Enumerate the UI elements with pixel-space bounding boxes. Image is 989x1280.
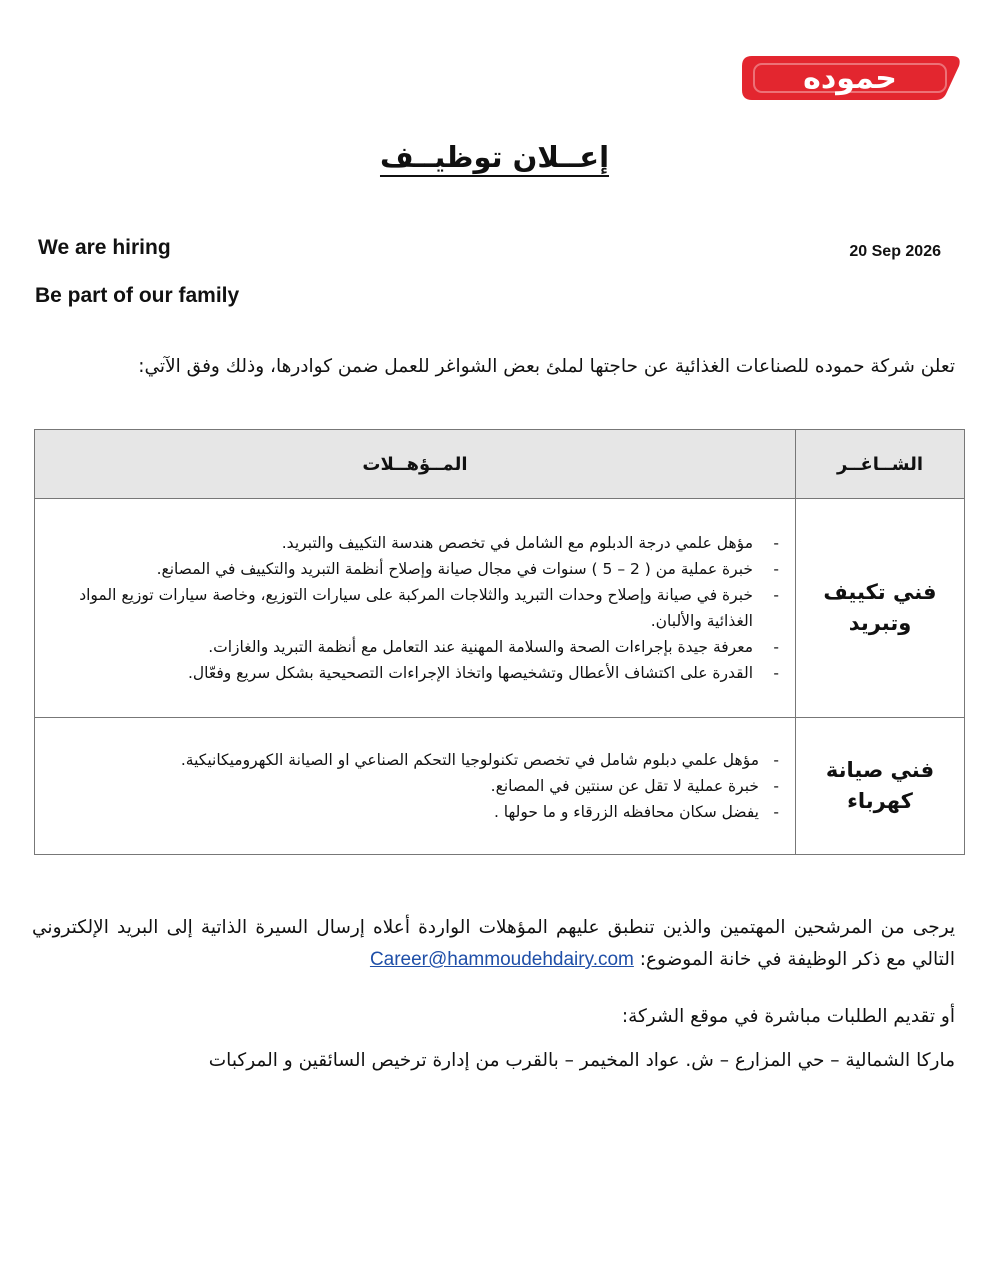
qualifications-list [45, 747, 781, 825]
table-header-row [35, 430, 965, 499]
intro-paragraph: تعلن شركة حموده للصناعات الغذائية عن حاجتها لملئ بعض الشواغر للعمل ضمن كوادرها، وذلك وفق الآتي: [138, 356, 955, 377]
we-are-hiring-heading: We are hiring [38, 236, 171, 259]
company-address: ماركا الشمالية – حي المزارع – ش. عواد المخيمر – بالقرب من إدارة ترخيص السائقين و المركبات [208, 1050, 955, 1071]
job-title: فني تكييف وتبريد [823, 580, 937, 635]
job-title: فني صيانة كهرباء [825, 758, 935, 813]
qualifications-cell [35, 499, 796, 718]
table-row [35, 499, 965, 718]
application-instructions [32, 912, 955, 976]
qualification-item: - مؤهل علمي درجة الدبلوم مع الشامل في تخصص هندسة التكييف والتبريد. [281, 534, 779, 552]
family-tagline: Be part of our family [35, 284, 240, 307]
qualification-item: - القدرة على اكتشاف الأعطال وتشخيصها واتخاذ الإجراءات التصحيحية بشكل سريع وفعّال. [187, 664, 779, 682]
vacancies-table [34, 429, 965, 855]
application-text: يرجى من المرشحين المهتمين والذين تنطبق عليهم المؤهلات الواردة أعلاه إرسال السيرة الذاتية إلى البريد الإلكتروني التالي مع ذكر الوظيفة في خانة الموضوع: [32, 917, 955, 970]
qualification-item: - مؤهل علمي دبلوم شامل في تخصص تكنولوجيا التحكم الصناعي او الصيانة الكهروميكانيكية. [180, 751, 779, 769]
job-title-cell [796, 718, 965, 855]
qualifications-list [45, 530, 781, 686]
qualification-item: - خبرة عملية لا تقل عن سنتين في المصانع. [490, 777, 779, 795]
job-title-cell [796, 499, 965, 718]
header-vacancy: الشــاغــر [796, 430, 965, 499]
qualifications-cell [35, 718, 796, 855]
apply-in-person-text: أو تقديم الطلبات مباشرة في موقع الشركة: [621, 1006, 955, 1027]
announcement-date: 20 Sep 2026 [849, 243, 941, 260]
company-logo [738, 54, 962, 102]
table-row [35, 718, 965, 855]
title-text: إعــلان توظيــف [379, 140, 610, 174]
qualification-item: - خبرة عملية من ( 2 – 5 ) سنوات في مجال صيانة وإصلاح أنظمة التبريد والتكييف في المصانع. [156, 560, 779, 578]
qualification-item: - معرفة جيدة بإجراءات الصحة والسلامة المهنية عند التعامل مع أنظمة التبريد والغازات. [208, 638, 779, 656]
qualification-item: - يفضل سكان محافظه الزرقاء و ما حولها . [493, 803, 779, 821]
page-title [0, 140, 989, 174]
header-qualifications: المــؤهــلات [35, 430, 796, 499]
logo-wordmark: حموده [803, 60, 897, 96]
email-link[interactable]: Career@hammoudehdairy.com [369, 949, 634, 970]
qualification-item: - خبرة في صيانة وإصلاح وحدات التبريد والثلاجات المركبة على سيارات التوزيع، وخاصة سيارات توزيع المواد الغذائية والألبان. [79, 586, 779, 630]
